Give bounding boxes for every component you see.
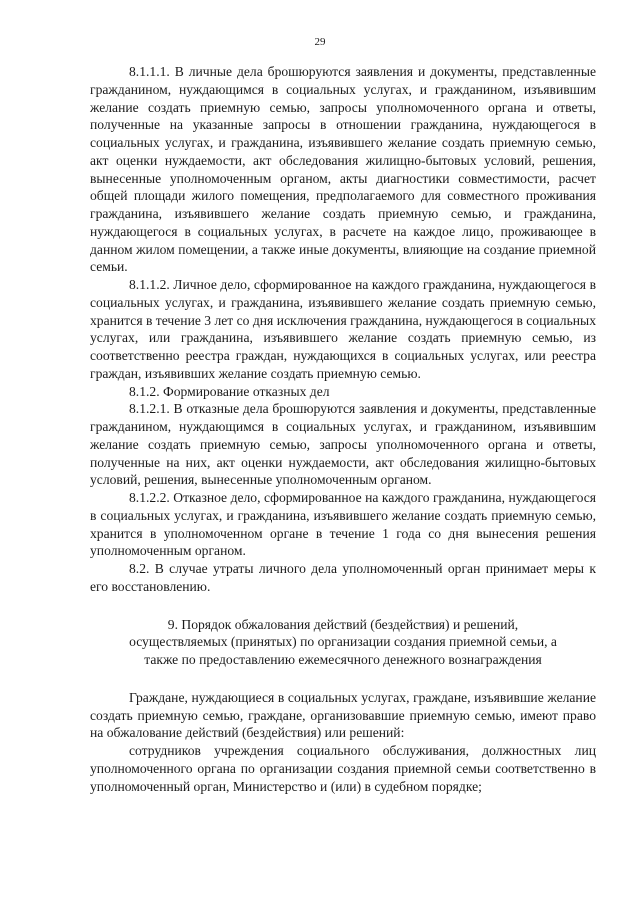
- section-9-heading: [90, 616, 596, 669]
- paragraph-appeal-rights: Граждане, нуждающиеся в социальных услугах, граждане, изъявившие желание создать приемную семью, граждане, организовавшие приемную семью, имеют право на обжалование действий (бездействия) или решений:: [90, 689, 596, 741]
- section-heading-line-2: осуществляемых (принятых) по организации создания приемной семьи, а: [129, 634, 557, 650]
- paragraph-8-1-2-2: 8.1.2.2. Отказное дело, сформированное на каждого гражданина, нуждающегося в социальных услугах, и гражданина, изъявившего желание создать приемную семью, хранится в уполномоченном органе в течение 1 года со дня вынесения решения уполномоченным органом.: [90, 490, 596, 559]
- paragraph-appeal-employees: сотрудников учреждения социального обслуживания, должностных лиц уполномоченного органа по организации создания приемной семьи соответственно в уполномоченный орган, Министерство и (или) в судебном порядке;: [90, 743, 596, 794]
- paragraph-8-2: 8.2. В случае утраты личного дела уполномоченный орган принимает меры к его восстановлению.: [90, 561, 596, 594]
- section-heading-line-3: также по предоставлению ежемесячного денежного вознаграждения: [144, 652, 542, 667]
- paragraph-8-1-2-1: 8.1.2.1. В отказные дела брошюруются заявления и документы, представленные гражданином, нуждающимся в социальных услугах, и гражданином, изъявившим желание создать приемную семью, запросы уполномоченного органа и ответы, полученные на них, акт оценки нуждаемости, акт обследования жилищно-бытовых условий, решения, вынесенные уполномоченным органом.: [90, 401, 596, 488]
- section-heading-line-1: 9. Порядок обжалования действий (бездействия) и решений,: [167, 616, 519, 632]
- document-body: [90, 63, 596, 795]
- page-number: 29: [314, 36, 326, 48]
- paragraph-8-1-1-2: 8.1.1.2. Личное дело, сформированное на каждого гражданина, нуждающегося в социальных услугах, и гражданина, изъявившего желание создать приемную семью, хранится в течение 3 лет со дня исключения гражданина, нуждающегося в социальных услугах, или гражданина, изъявившего желание создать приемную семью, из соответственно реестра граждан, нуждающихся в социальных услугах, или реестра граждан, изъявивших желание создать приемную семью.: [90, 277, 596, 381]
- paragraph-8-1-1-1: 8.1.1.1. В личные дела брошюруются заявления и документы, представленные гражданином, нуждающимся в социальных услугах, и гражданином, изъявившим желание создать приемную семью, запросы уполномоченного органа и ответы, полученные на указанные запросы в отношении гражданина, нуждающегося в социальных услугах, и гражданина, изъявившего желание создать приемную семью, акт оценки нуждаемости, акт обследования жилищно-бытовых условий, решения, вынесенные уполномоченным органом, акты диагностики совместимости, расчет общей площади жилого помещения, предполагаемого для совместного проживания гражданина, изъявившего желание создать приемную семью, и гражданина, нуждающегося в социальных услугах, в расчете на каждое лицо, проживающее в данном жилом помещении, а также иные документы, влияющие на создание приемной семьи.: [90, 64, 596, 275]
- paragraph-8-1-2: 8.1.2. Формирование отказных дел: [129, 383, 330, 399]
